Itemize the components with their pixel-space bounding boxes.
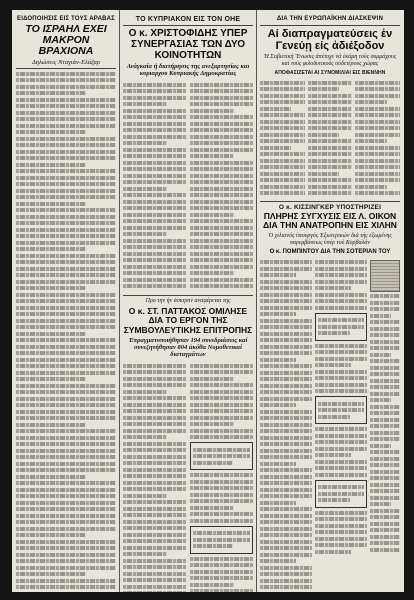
newspaper-page: [12, 10, 404, 592]
sub-geneva: Ἡ Σοβιετική Ἕνωσις ἀπέτυχε νά ἐκάμη τούς συμμάχους καί τούς φιλοδυτικούς οὐδετέρους χώρας: [263, 54, 397, 67]
sub-pattakos: Ἐπραγματοποιήθησαν 194 συνεδριάσεις καί συνεζητήθησαν 804 ἀκόθα Νομοθετικαί διαταγμάτων: [128, 337, 248, 358]
inset-box: [315, 313, 367, 341]
sub-cyprus: Ανάγκαία ή διατήρησις της ανεξαρτησίας και κυριαρχου Κυπριακής Δημοκρατίας: [126, 63, 250, 77]
headline-israel: ΤΟ ΙΣΡΑΗΛ ΕΧΕΙ ΜΑΚΡΟΝ ΒΡΑΧΙΟΝΑ: [25, 23, 107, 57]
article-body-geneva: [260, 78, 400, 198]
column-rule: [119, 10, 120, 592]
headline-cyprus: Ο κ. ΧΡΙΣΤΟΦΙΔΗΣ ΥΠΕΡ ΣΥΝΕΡΓΑΣΙΑΣ ΤΩΝ ΔΥΟ ΚΟΙΝΟΤΗΤΩΝ: [128, 28, 248, 61]
article-body-cyprus: [123, 80, 253, 291]
divider: [123, 295, 253, 296]
kicker-israel: ΕΙΔΟΠΟΙΗΣΙΣ ΕΙΣ ΤΟΥΣ ΑΡΑΒΑΣ: [17, 16, 115, 22]
kicker-kissinger: Ο κ. ΚΙΣΣΙΝΓΚΕΡ ΥΠΟΣΤΗΡΙΖΕΙ: [278, 203, 382, 211]
column-right: [260, 12, 400, 590]
article-body-chile: [260, 258, 400, 593]
inset-box: [315, 480, 367, 508]
inset-box: [190, 442, 253, 470]
headline-pattakos: Ο κ. ΣΤ. ΠΑΤΤΑΚΟΣ ΟΜΙΛΗΣΕ ΔΙΑ ΤΟ ΕΡΓΟΝ ΤΗΣ ΣΥΜΒΟΥΛΕΥΤΙΚΗΣ ΕΠΙΤΡΟΠΗΣ: [123, 305, 253, 335]
headline-chile: ΠΛΗΡΗΣ ΣΥΓΧΥΣΙΣ ΕΙΣ Λ. ΟΙΚΟΝ ΔΙΑ ΤΗΝ ΑΝΑΤΡΟΠΗΝ ΕΙΣ ΧΙΛΗΝ: [263, 210, 397, 230]
inset-box: [315, 396, 367, 424]
column-middle: [123, 12, 253, 590]
article-body-left: [16, 72, 116, 593]
kicker-pattakos: Προ την ήν άσκησιν αναφέρεται της: [145, 297, 231, 304]
divider: [123, 25, 253, 26]
kicker-geneva: ΔΙΑ ΤΗΝ ΕΥΡΩΠΑΪΚΗΝ ΔΙΑΣΚΕΨΙΝ: [276, 16, 384, 22]
inset-box: [190, 526, 253, 554]
divider: [16, 68, 116, 69]
divider: [260, 201, 400, 202]
column-rule: [256, 10, 257, 592]
divider: [260, 25, 400, 26]
kicker-cyprus: ΤΟ ΚΥΠΡΙΑΚΟΝ ΕΙΣ ΤΟΝ ΟΗΕ: [135, 16, 241, 23]
sub-chile: Ὁ χιλιανός ὑπουργός Ἐξωτερικών διά τής ἐξωμένης παρεμβάσεως ὑπέρ τού Κορβαλάν: [268, 232, 392, 246]
sub-israel: Δηλώσεις Νταγιάν-Ελάζαρ: [31, 59, 101, 66]
caption-pompidou: Ο κ. ΠΟΜΠΙΝΤΟΥ ΔΙΑ ΤΗΝ ΣΟΤΕΡΙΑΝ ΤΟΥ: [269, 248, 391, 255]
caption-vienna: ΑΠΟΦΑΣΙΖΕΤΑΙ ΑΙ ΣΥΝΟΜΙΛΙΑΙ ΕΙΣ ΒΙΕΝΝΗΝ: [274, 70, 386, 76]
headline-geneva: Αί διαπραγματεύσεις ἐν Γενεύῃ είς ἀδιέξοδον: [267, 28, 393, 52]
photo: [370, 260, 400, 292]
article-body-pattakos: [123, 361, 253, 592]
column-left: [16, 12, 116, 590]
